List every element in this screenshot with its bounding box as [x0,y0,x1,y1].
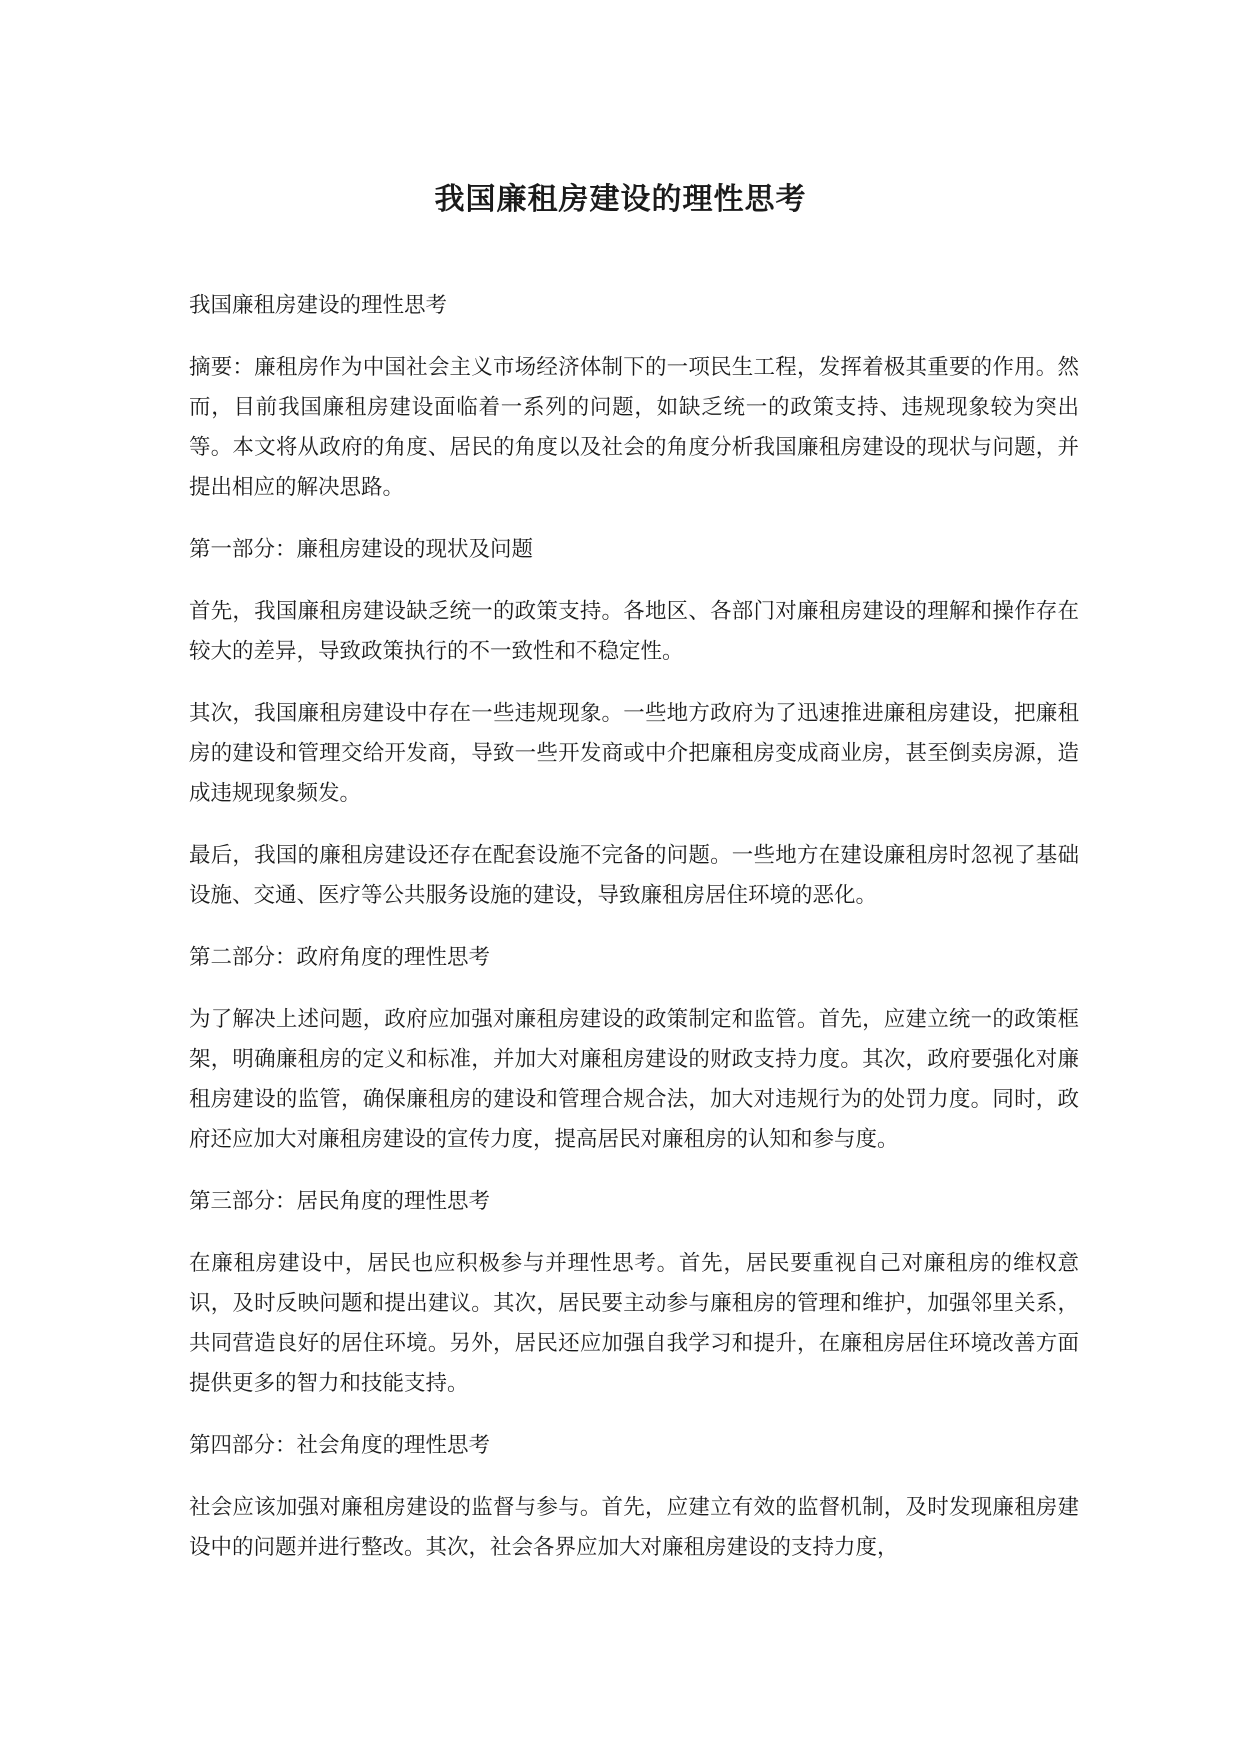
body-paragraph: 社会应该加强对廉租房建设的监督与参与。首先，应建立有效的监督机制，及时发现廉租房建设中的问题并进行整改。其次，社会各界应加大对廉租房建设的支持力度， [189,1495,1079,1560]
body-paragraph: 首先，我国廉租房建设缺乏统一的政策支持。各地区、各部门对廉租房建设的理解和操作存在较大的差异，导致政策执行的不一致性和不稳定性。 [189,599,1079,664]
subtitle-paragraph: 我国廉租房建设的理性思考 [189,293,448,318]
document-body [189,286,1079,1590]
body-paragraph: 最后，我国的廉租房建设还存在配套设施不完备的问题。一些地方在建设廉租房时忽视了基础设施、交通、医疗等公共服务设施的建设，导致廉租房居住环境的恶化。 [189,843,1079,908]
body-paragraph: 为了解决上述问题，政府应加强对廉租房建设的政策制定和监管。首先，应建立统一的政策框架，明确廉租房的定义和标准，并加大对廉租房建设的财政支持力度。其次，政府要强化对廉租房建设的监管，确保廉租房的建设和管理合规合法，加大对违规行为的处罚力度。同时，政府还应加大对廉租房建设的宣传力度，提高居民对廉租房的认知和参与度。 [189,1007,1079,1152]
body-paragraph: 在廉租房建设中，居民也应积极参与并理性思考。首先，居民要重视自己对廉租房的维权意识，及时反映问题和提出建议。其次，居民要主动参与廉租房的管理和维护，加强邻里关系，共同营造良好的居住环境。另外，居民还应加强自我学习和提升，在廉租房居住环境改善方面提供更多的智力和技能支持。 [189,1251,1079,1396]
body-paragraph: 其次，我国廉租房建设中存在一些违规现象。一些地方政府为了迅速推进廉租房建设，把廉租房的建设和管理交给开发商，导致一些开发商或中介把廉租房变成商业房，甚至倒卖房源，造成违规现象频发。 [189,701,1079,806]
document-title: 我国廉租房建设的理性思考 [434,182,807,217]
section-heading-part-2: 第二部分：政府角度的理性思考 [189,945,491,970]
section-heading-part-4: 第四部分：社会角度的理性思考 [189,1433,491,1458]
section-heading-part-1: 第一部分：廉租房建设的现状及问题 [189,537,534,562]
abstract-paragraph: 摘要：廉租房作为中国社会主义市场经济体制下的一项民生工程，发挥着极其重要的作用。然而，目前我国廉租房建设面临着一系列的问题，如缺乏统一的政策支持、违规现象较为突出等。本文将从政府的角度、居民的角度以及社会的角度分析我国廉租房建设的现状与问题，并提出相应的解决思路。 [189,355,1079,500]
section-heading-part-3: 第三部分：居民角度的理性思考 [189,1189,491,1214]
